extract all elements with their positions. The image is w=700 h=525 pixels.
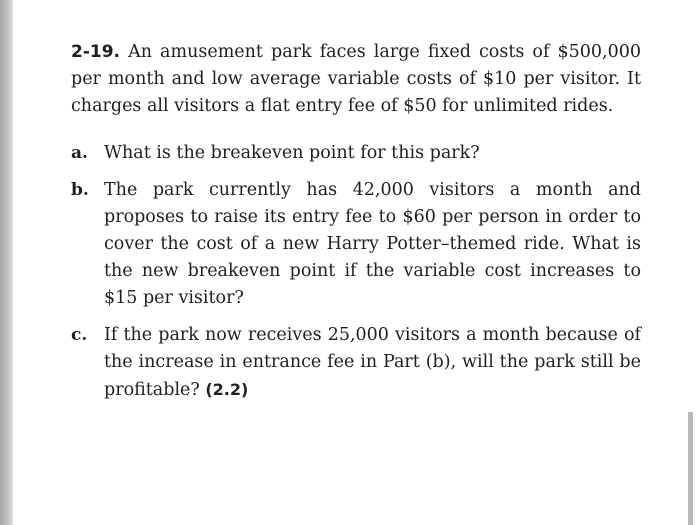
part-a-text: What is the breakeven point for this park?: [104, 143, 480, 163]
part-c-text: If the park now receives 25,000 visitors a month because of the increase in entrance fee in Part (b), will the park still be profitable?: [104, 325, 641, 400]
part-b-text: The park currently has 42,000 visitors a month and proposes to raise its entry fee to $60 per person in order to cover the cost of a new Harry Potter–themed ride. What is the new breakeven point if the variable cost increases to $15 per visitor?: [104, 180, 641, 308]
problem-block: [71, 39, 641, 414]
section-reference: (2.2): [205, 380, 249, 399]
scroll-indicator: [688, 412, 693, 525]
page-left-edge: [0, 0, 13, 525]
part-a: [71, 140, 641, 167]
problem-statement: [71, 39, 641, 120]
part-c-body: [104, 322, 641, 404]
problem-parts: [71, 140, 641, 404]
part-b-letter: b.: [71, 180, 89, 200]
problem-number: 2-19.: [71, 42, 120, 62]
part-b: [71, 177, 641, 312]
problem-intro: An amusement park faces large fixed costs of $500,000 per month and low average variable costs of $10 per visitor. It charges all visitors a flat entry fee of $50 for unlimited rides.: [71, 42, 641, 116]
part-c-letter: c.: [71, 325, 88, 345]
part-a-letter: a.: [71, 143, 88, 163]
part-c: [71, 322, 641, 404]
